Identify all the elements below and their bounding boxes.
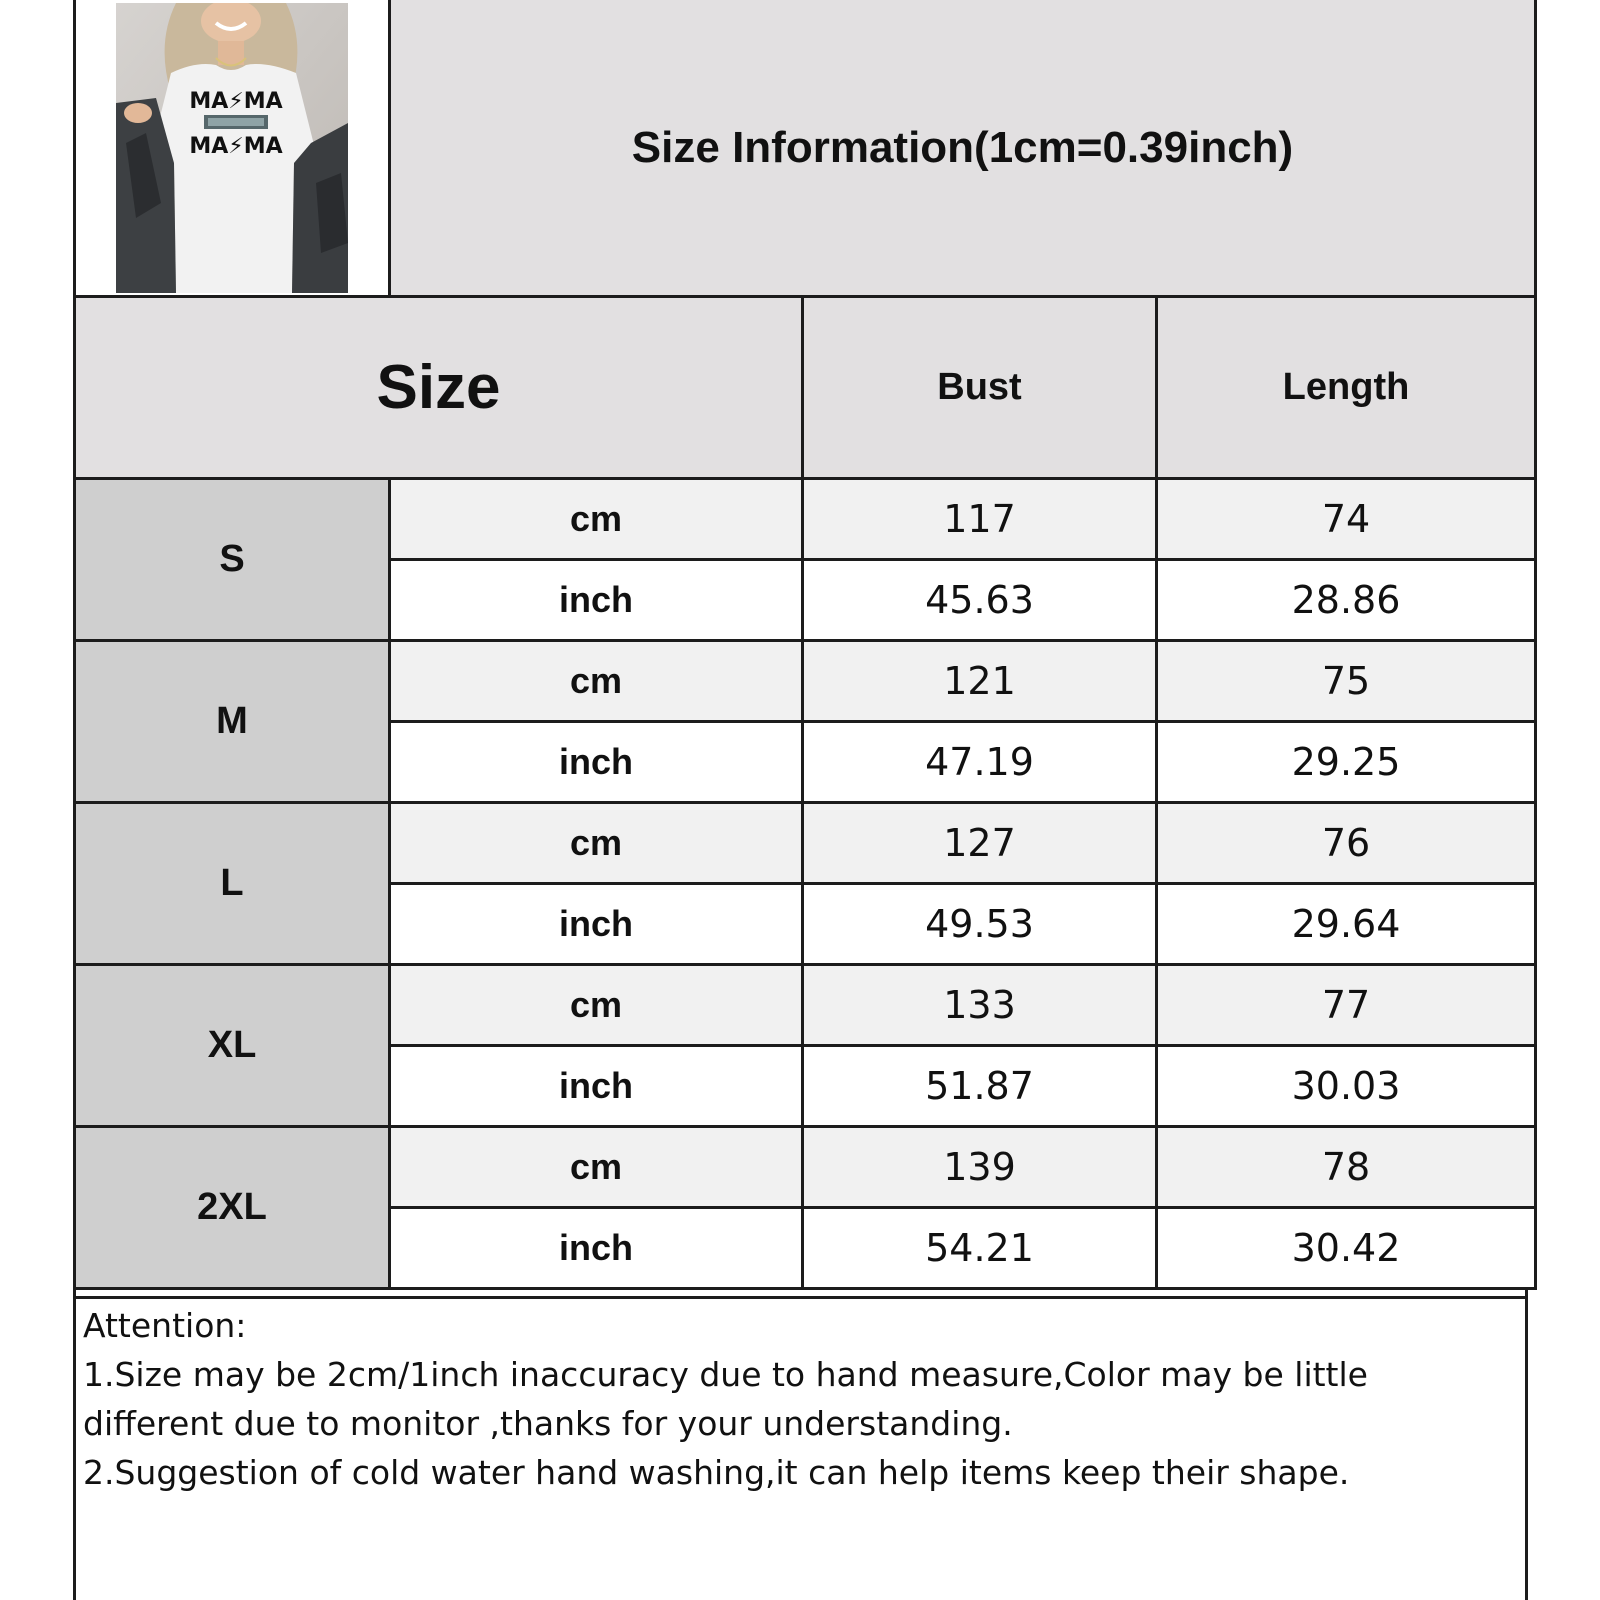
column-header-length	[1155, 295, 1537, 480]
unit-cm-cell	[388, 801, 804, 885]
size-label: XL	[207, 1024, 257, 1066]
length-inch-value: 28.86	[1291, 578, 1401, 622]
bust-inch-value-cell	[801, 558, 1158, 642]
unit-cm: cm	[569, 498, 623, 539]
shirt-print-top: MA⚡MA	[189, 88, 283, 114]
bust-cm-value-cell	[801, 639, 1158, 723]
bust-cm-value-cell	[801, 477, 1158, 561]
unit-inch-cell	[388, 1206, 804, 1290]
bust-cm-value: 139	[943, 1145, 1016, 1189]
unit-cm: cm	[569, 1146, 623, 1187]
length-cm-value-cell	[1155, 1125, 1537, 1209]
bust-inch-value-cell	[801, 1206, 1158, 1290]
unit-cm: cm	[569, 984, 623, 1025]
column-header-size	[73, 295, 804, 480]
bust-inch-value-cell	[801, 882, 1158, 966]
length-cm-value: 76	[1321, 821, 1371, 865]
shirt-print-bottom: MA⚡MA	[189, 133, 283, 159]
note-line-2: different due to monitor ,thanks for your understanding.	[83, 1404, 1013, 1443]
product-photo	[116, 3, 348, 293]
bust-cm-value-cell	[801, 801, 1158, 885]
length-cm-value: 74	[1321, 497, 1371, 541]
column-header-size-label: Size	[376, 353, 501, 422]
column-header-length-label: Length	[1282, 366, 1410, 408]
unit-inch-cell	[388, 1044, 804, 1128]
size-label: M	[216, 700, 248, 742]
column-header-bust	[801, 295, 1158, 480]
bust-cm-value: 133	[943, 983, 1016, 1027]
bust-inch-value: 54.21	[925, 1226, 1034, 1270]
unit-inch: inch	[558, 741, 633, 782]
bust-cm-value-cell	[801, 963, 1158, 1047]
unit-cm: cm	[569, 822, 623, 863]
length-inch-value: 30.42	[1291, 1226, 1401, 1270]
length-inch-value: 29.25	[1291, 740, 1401, 784]
bust-cm-value: 121	[943, 659, 1016, 703]
size-label-cell	[73, 801, 391, 966]
length-cm-value: 78	[1321, 1145, 1371, 1189]
unit-inch: inch	[558, 903, 633, 944]
unit-cm: cm	[569, 660, 623, 701]
length-cm-value: 75	[1321, 659, 1371, 703]
unit-cm-cell	[388, 963, 804, 1047]
length-cm-value-cell	[1155, 801, 1537, 885]
length-inch-value-cell	[1155, 1206, 1537, 1290]
size-label-cell	[73, 639, 391, 804]
note-line-3: 2.Suggestion of cold water hand washing,it can help items keep their shape.	[83, 1453, 1350, 1492]
size-label: 2XL	[197, 1186, 267, 1228]
unit-inch: inch	[558, 1065, 633, 1106]
unit-cm-cell	[388, 639, 804, 723]
length-inch-value-cell	[1155, 1044, 1537, 1128]
length-cm-value: 77	[1321, 983, 1371, 1027]
length-cm-value-cell	[1155, 963, 1537, 1047]
length-inch-value: 29.64	[1291, 902, 1401, 946]
length-inch-value: 30.03	[1291, 1064, 1401, 1108]
size-label: S	[219, 538, 245, 580]
length-inch-value-cell	[1155, 558, 1537, 642]
bust-inch-value-cell	[801, 1044, 1158, 1128]
size-label-cell	[73, 963, 391, 1128]
product-photo-cell	[73, 0, 391, 298]
bust-cm-value: 127	[943, 821, 1016, 865]
size-label: L	[220, 862, 244, 904]
bust-inch-value: 49.53	[925, 902, 1034, 946]
size-information-title-cell	[388, 0, 1537, 298]
bust-inch-value: 51.87	[925, 1064, 1034, 1108]
attention-heading: Attention:	[83, 1306, 247, 1345]
size-information-title: Size Information(1cm=0.39inch)	[631, 122, 1294, 172]
length-inch-value-cell	[1155, 720, 1537, 804]
unit-inch-cell	[388, 558, 804, 642]
unit-cm-cell	[388, 1125, 804, 1209]
attention-notes	[73, 1296, 1528, 1600]
length-cm-value-cell	[1155, 477, 1537, 561]
column-header-bust-label: Bust	[937, 366, 1022, 408]
size-label-cell	[73, 1125, 391, 1290]
bust-inch-value-cell	[801, 720, 1158, 804]
unit-inch: inch	[558, 579, 633, 620]
note-line-1: 1.Size may be 2cm/1inch inaccuracy due to hand measure,Color may be little	[83, 1355, 1368, 1394]
length-inch-value-cell	[1155, 882, 1537, 966]
unit-inch-cell	[388, 720, 804, 804]
bust-cm-value: 117	[943, 497, 1016, 541]
bust-inch-value: 47.19	[925, 740, 1034, 784]
unit-inch: inch	[558, 1227, 633, 1268]
size-label-cell	[73, 477, 391, 642]
bust-inch-value: 45.63	[925, 578, 1034, 622]
length-cm-value-cell	[1155, 639, 1537, 723]
bust-cm-value-cell	[801, 1125, 1158, 1209]
unit-cm-cell	[388, 477, 804, 561]
unit-inch-cell	[388, 882, 804, 966]
